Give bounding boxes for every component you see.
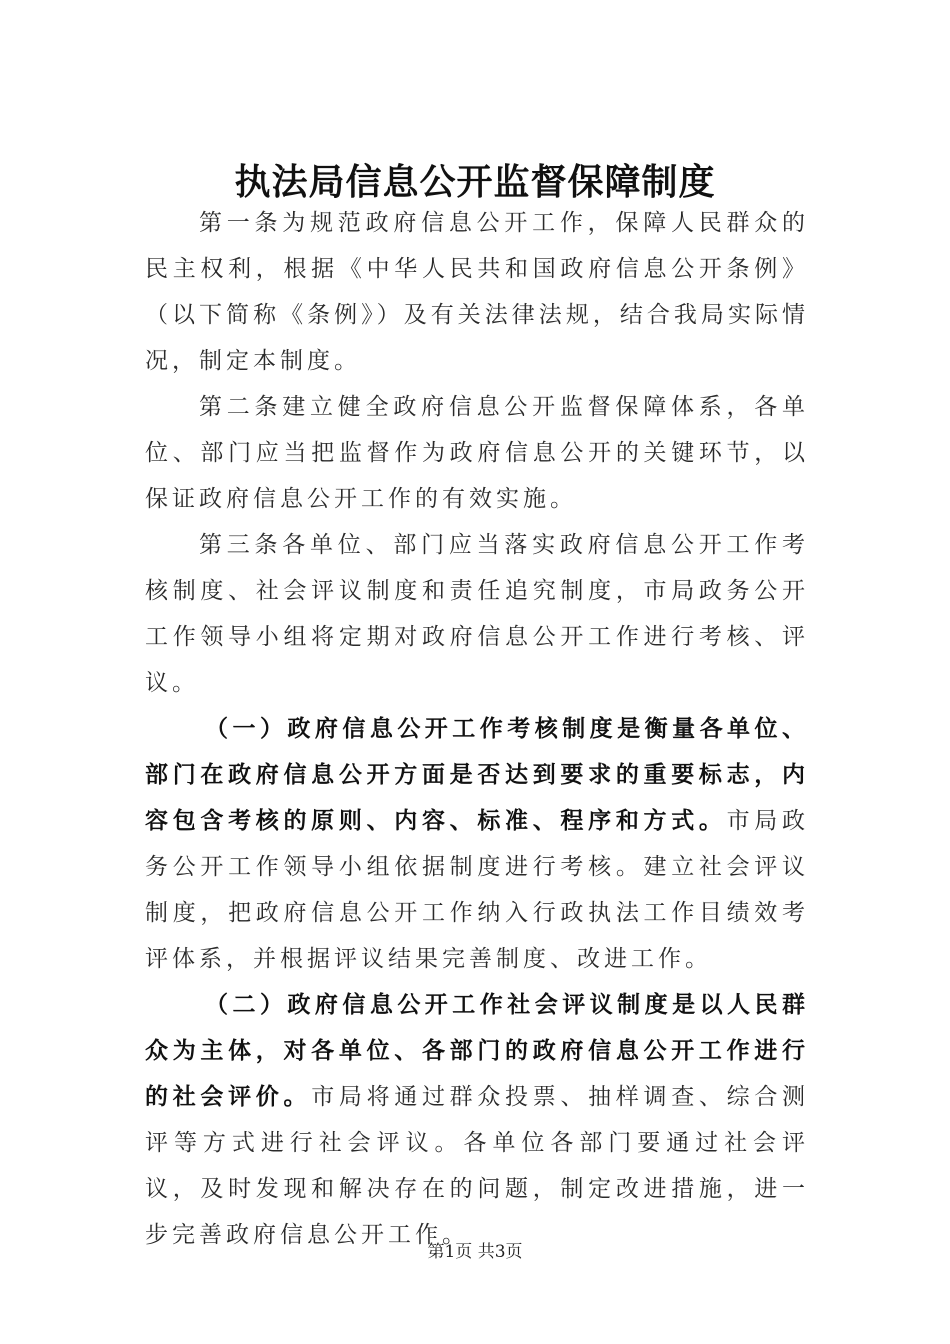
paragraph-item-1	[145, 706, 809, 982]
paragraph-text: 市局政务公开工作领导小组依据制度进行考核。建立社会评议制度，把政府信息公开工作纳入行政执法工作目绩效考评体系，并根据评议结果完善制度、改进工作。	[145, 808, 810, 972]
paragraph-article-3	[145, 522, 809, 706]
paragraph-text: 市局将通过群众投票、抽样调查、综合测评等方式进行社会评议。各单位各部门要通过社会评议，及时发现和解决存在的问题，制定改进措施，进一步完善政府信息公开工作。	[145, 1084, 810, 1248]
paragraph-text: 第二条建立健全政府信息公开监督保障体系，各单位、部门应当把监督作为政府信息公开的关键环节，以保证政府信息公开工作的有效实施。	[145, 394, 809, 512]
document-title: 执法局信息公开监督保障制度	[234, 161, 716, 204]
paragraph-bold-lead: （二）政府信息公开工作社会评议制度是以人民群众为主体，对各单位、各部门的政府信息公开工作进行的社会评价。	[145, 991, 809, 1110]
paragraph-article-1	[145, 200, 809, 384]
page-footer: 第1页 共3页	[427, 1242, 523, 1262]
document-body	[145, 200, 809, 1258]
paragraph-item-2	[145, 982, 809, 1258]
paragraph-article-2	[145, 384, 809, 522]
paragraph-text: 第三条各单位、部门应当落实政府信息公开工作考核制度、社会评议制度和责任追究制度，市局政务公开工作领导小组将定期对政府信息公开工作进行考核、评议。	[145, 532, 809, 696]
paragraph-text: 第一条为规范政府信息公开工作，保障人民群众的民主权利，根据《中华人民共和国政府信息公开条例》（以下简称《条例》）及有关法律法规，结合我局实际情况，制定本制度。	[145, 210, 809, 374]
paragraph-bold-lead: （一）政府信息公开工作考核制度是衡量各单位、部门在政府信息公开方面是否达到要求的重要标志，内容包含考核的原则、内容、标准、程序和方式。	[145, 715, 809, 834]
